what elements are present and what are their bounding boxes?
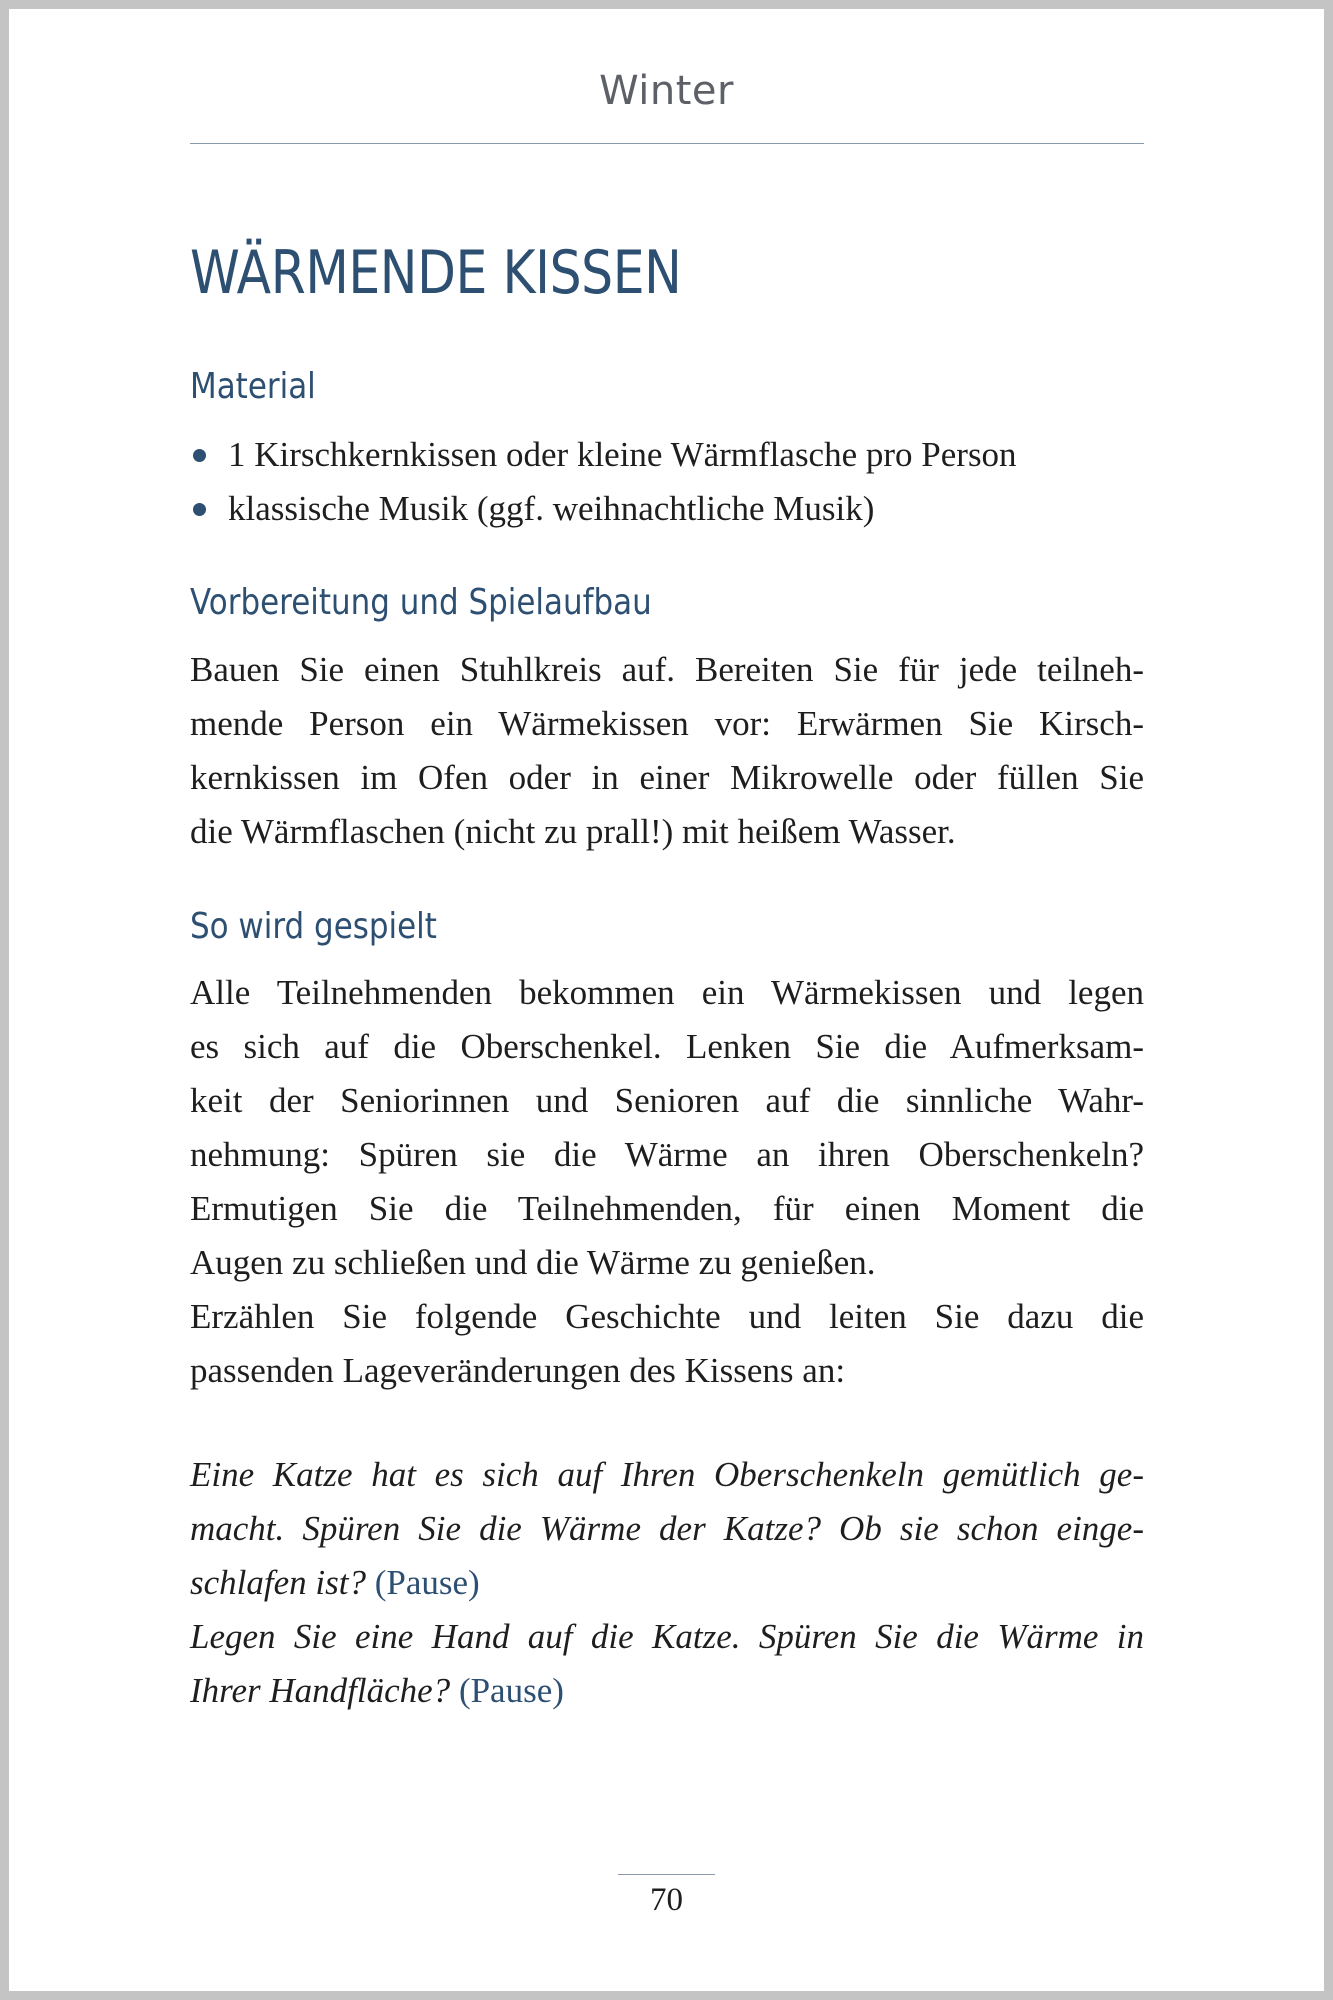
gameplay-paragraph — [190, 966, 1144, 1398]
story-text: Ihrer Handfläche? — [190, 1671, 451, 1710]
text-line: nehmung: Spüren sie die Wärme an ihren Oberschenkeln? — [190, 1135, 1144, 1174]
text-line: macht. Spüren Sie die Wärme der Katze? Ob sie schon einge- — [190, 1509, 1144, 1548]
material-list — [190, 428, 1017, 536]
text-line: mende Person ein Wärmekissen vor: Erwärmen Sie Kirsch- — [190, 704, 1144, 743]
story-text: schlafen ist? — [190, 1563, 366, 1602]
text-line: Legen Sie eine Hand auf die Katze. Spüren Sie die Wärme in — [190, 1617, 1144, 1656]
text-line-with-pause — [190, 1556, 1144, 1610]
list-item — [190, 482, 1017, 536]
list-item — [190, 428, 1017, 482]
list-item-text: klassische Musik (ggf. weihnachtliche Musik) — [228, 489, 875, 528]
material-heading: Material — [190, 366, 316, 407]
text-line: die Wärmflaschen (nicht zu prall!) mit heißem Wasser. — [190, 812, 956, 851]
text-line: es sich auf die Oberschenkel. Lenken Sie die Aufmerksam- — [190, 1027, 1144, 1066]
text-line: kernkissen im Ofen oder in einer Mikrowelle oder füllen Sie — [190, 758, 1144, 797]
preparation-paragraph — [190, 643, 1144, 859]
footer-divider — [618, 1874, 715, 1875]
text-line: passenden Lageveränderungen des Kissens an: — [190, 1351, 846, 1390]
text-line: keit der Seniorinnen und Senioren auf die sinnliche Wahr- — [190, 1081, 1144, 1120]
pause-label: (Pause) — [374, 1563, 480, 1602]
header-divider — [190, 143, 1144, 144]
text-line: Augen zu schließen und die Wärme zu genießen. — [190, 1243, 876, 1282]
running-head: Winter — [599, 68, 734, 114]
preparation-heading: Vorbereitung und Spielaufbau — [190, 582, 652, 623]
text-line: Ermutigen Sie die Teilnehmenden, für einen Moment die — [190, 1189, 1144, 1228]
text-line-with-pause — [190, 1664, 1144, 1718]
story-paragraph — [190, 1448, 1144, 1718]
pause-label: (Pause) — [458, 1671, 564, 1710]
text-line: Eine Katze hat es sich auf Ihren Oberschenkeln gemütlich ge- — [190, 1455, 1144, 1494]
gameplay-heading: So wird gespielt — [190, 906, 437, 947]
text-line: Alle Teilnehmenden bekommen ein Wärmekissen und legen — [190, 973, 1144, 1012]
text-line: Erzählen Sie folgende Geschichte und leiten Sie dazu die — [190, 1297, 1144, 1336]
bullet-icon — [193, 449, 206, 462]
page-title: WÄRMENDE KISSEN — [190, 238, 682, 308]
text-line: Bauen Sie einen Stuhlkreis auf. Bereiten Sie für jede teilneh- — [190, 650, 1144, 689]
page-number: 70 — [650, 1882, 683, 1918]
list-item-text: 1 Kirschkernkissen oder kleine Wärmflasche pro Person — [228, 435, 1017, 474]
bullet-icon — [193, 503, 206, 516]
